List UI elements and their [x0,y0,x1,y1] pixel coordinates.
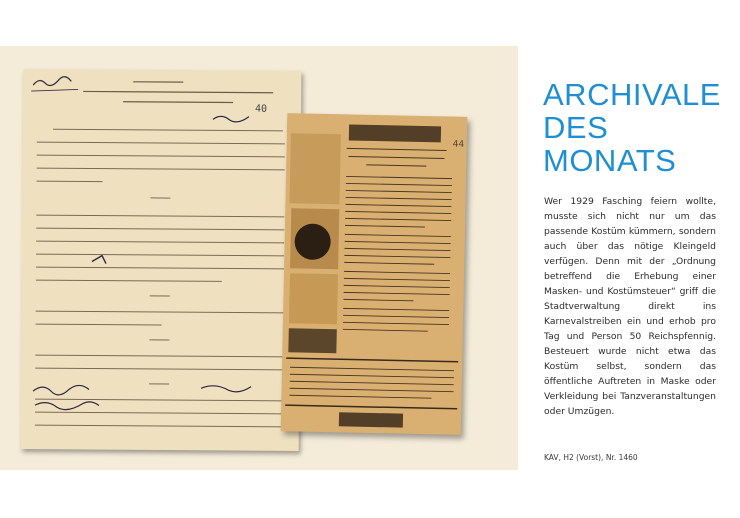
newspaper-clipping-scan [281,113,468,435]
typed-ordinance-document [21,69,302,451]
description-paragraph: Wer 1929 Fasching feiern wollte, musste sich nicht nur um das passende Kostüm kümmern, sondern auch über das nötige Kleingeld verfügen. Denn mit der „Ordnung betreffend die Erhebung einer Masken- und Kostümsteuer“ griff die Stadtverwaltung direkt ins Karnevalstreiben ein und erhob pro Tag und Person 50 Reichspfennig. Besteuert wurde nicht etwa das Kostüm selbst, sondern das öffentliche Auftreten in Maske oder Verkleidung bei Tanzveranstaltungen oder Umzügen. [544,196,716,417]
newspaper-clipping [281,113,468,435]
title-line-1: ARCHIVALE [543,77,721,112]
title-line-2: DES MONATS [543,110,677,178]
svg-text:44: 44 [452,139,465,150]
source-citation: KAV, H2 (Vorst), Nr. 1460 [544,453,638,462]
page-title [543,78,740,177]
typed-document-scan [21,69,302,451]
svg-text:40: 40 [255,103,268,115]
